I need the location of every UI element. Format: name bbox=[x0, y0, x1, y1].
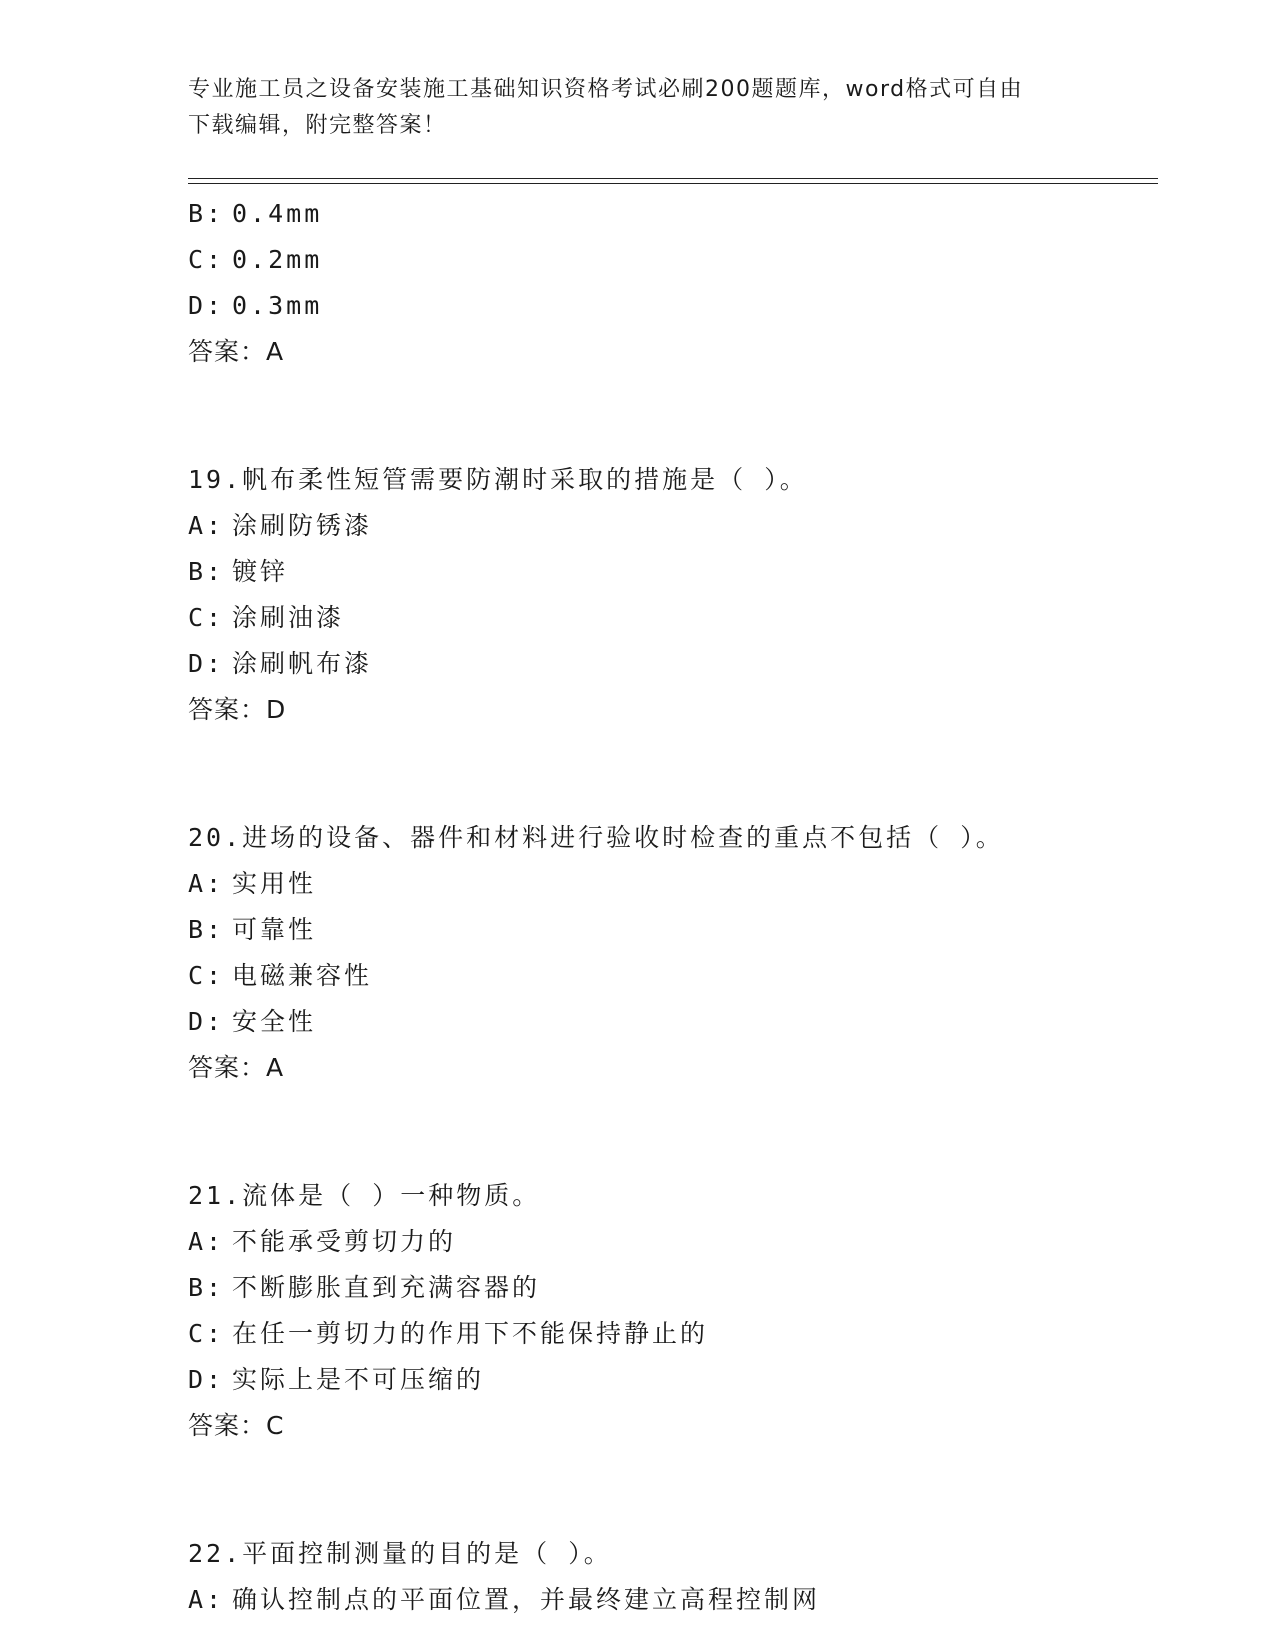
option-c bbox=[188, 1311, 1148, 1357]
option-text: 实际上是不可压缩的 bbox=[232, 1365, 485, 1394]
answer-line: 答案：C bbox=[188, 1411, 285, 1440]
option-text: 涂刷油漆 bbox=[232, 603, 345, 632]
header-line-2: 下载编辑，附完整答案！ bbox=[188, 113, 447, 138]
option-text: 电磁兼容性 bbox=[232, 961, 373, 990]
option-d bbox=[188, 641, 1148, 687]
question-stem: 22.平面控制测量的目的是（ ）。 bbox=[188, 1539, 612, 1568]
question-21 bbox=[188, 1173, 1148, 1449]
option-d bbox=[188, 283, 1148, 329]
question-list bbox=[188, 191, 1148, 1623]
header-divider-top bbox=[188, 178, 1158, 179]
option-d bbox=[188, 999, 1148, 1045]
option-text: 确认控制点的平面位置，并最终建立高程控制网 bbox=[232, 1585, 821, 1614]
option-b bbox=[188, 907, 1148, 953]
option-b bbox=[188, 549, 1148, 595]
option-c bbox=[188, 237, 1148, 283]
option-text: 不断膨胀直到充满容器的 bbox=[232, 1273, 541, 1302]
answer-line: 答案：A bbox=[188, 1053, 285, 1082]
option-b bbox=[188, 191, 1148, 237]
option-text: 涂刷防锈漆 bbox=[232, 511, 373, 540]
option-text: 在任一剪切力的作用下不能保持静止的 bbox=[232, 1319, 709, 1348]
option-letter: B: bbox=[188, 557, 225, 586]
option-d bbox=[188, 1357, 1148, 1403]
option-text: 可靠性 bbox=[232, 915, 317, 944]
option-text: 0.3mm bbox=[232, 291, 323, 320]
question-19 bbox=[188, 457, 1148, 733]
option-letter: A: bbox=[188, 1585, 225, 1614]
option-text: 0.4mm bbox=[232, 199, 323, 228]
option-a bbox=[188, 1219, 1148, 1265]
option-letter: D: bbox=[188, 1007, 225, 1036]
option-letter: D: bbox=[188, 1365, 225, 1394]
option-letter: B: bbox=[188, 1273, 225, 1302]
option-text: 0.2mm bbox=[232, 245, 323, 274]
question-22 bbox=[188, 1531, 1148, 1623]
header-divider-bottom bbox=[188, 183, 1158, 184]
header-line-1: 专业施工员之设备安装施工基础知识资格考试必刷200题题库，word格式可自由 bbox=[188, 77, 1024, 102]
option-letter: A: bbox=[188, 511, 225, 540]
document-header bbox=[188, 72, 1088, 144]
option-a bbox=[188, 861, 1148, 907]
option-a bbox=[188, 503, 1148, 549]
option-letter: B: bbox=[188, 199, 225, 228]
option-text: 实用性 bbox=[232, 869, 317, 898]
option-letter: C: bbox=[188, 603, 225, 632]
option-letter: D: bbox=[188, 649, 225, 678]
question-stem: 20.进场的设备、器件和材料进行验收时检查的重点不包括（ ）。 bbox=[188, 823, 1004, 852]
option-c bbox=[188, 953, 1148, 999]
option-a bbox=[188, 1577, 1148, 1623]
answer-line: 答案：A bbox=[188, 337, 285, 366]
option-c bbox=[188, 595, 1148, 641]
option-b bbox=[188, 1265, 1148, 1311]
question-stem: 21.流体是（ ）一种物质。 bbox=[188, 1181, 541, 1210]
option-letter: A: bbox=[188, 869, 225, 898]
option-letter: C: bbox=[188, 1319, 225, 1348]
option-letter: C: bbox=[188, 961, 225, 990]
question-20 bbox=[188, 815, 1148, 1091]
option-text: 不能承受剪切力的 bbox=[232, 1227, 457, 1256]
question-18-continuation bbox=[188, 191, 1148, 375]
option-text: 安全性 bbox=[232, 1007, 317, 1036]
option-letter: B: bbox=[188, 915, 225, 944]
answer-line: 答案：D bbox=[188, 695, 287, 724]
option-text: 镀锌 bbox=[232, 557, 289, 586]
option-letter: D: bbox=[188, 291, 225, 320]
option-text: 涂刷帆布漆 bbox=[232, 649, 373, 678]
option-letter: C: bbox=[188, 245, 225, 274]
option-letter: A: bbox=[188, 1227, 225, 1256]
question-stem: 19.帆布柔性短管需要防潮时采取的措施是（ ）。 bbox=[188, 465, 808, 494]
